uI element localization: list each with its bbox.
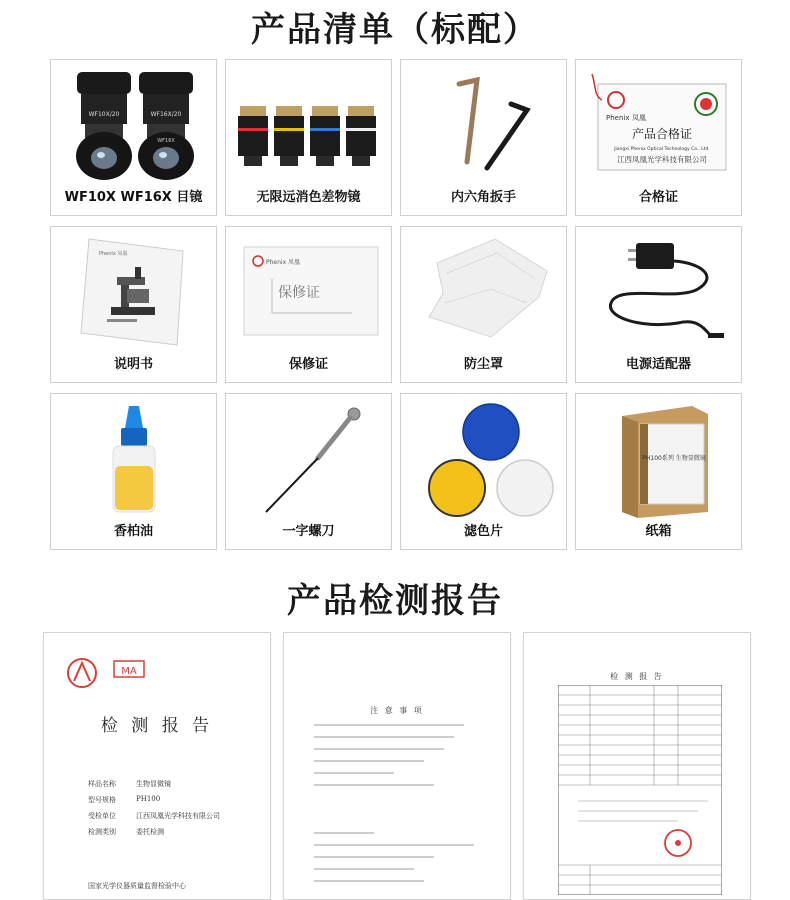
item-objective-lens [225,59,392,216]
cert-title: 产品合格证 [631,127,693,141]
item-label: 内六角扳手 [450,190,516,205]
report-notice [283,632,511,900]
eyepiece-mark-2: WF16X/20 [150,111,182,118]
screwdriver-icon [232,400,385,518]
report-notice-title: 注 意 事 项 [370,706,424,715]
item-cedar-oil [50,393,217,550]
item-eyepiece [50,59,217,216]
cert-brand-cn: 凤凰 [632,114,646,122]
item-color-filter [400,393,567,550]
field-value: 江西凤凰光学科技有限公司 [136,812,220,820]
field-value: 委托检测 [136,828,164,836]
item-label: 纸箱 [645,524,672,539]
certificate-icon [582,66,735,184]
report-footer: 国家光学仪器质量监督检验中心 [88,882,186,890]
cert-brand: Phenix [606,114,630,122]
report-detail [523,632,751,900]
item-power-adapter [575,226,742,383]
report-detail-title: 检 测 报 告 [610,672,664,681]
report-detail-table [558,685,722,895]
oil-bottle-icon [57,400,210,518]
notice-body-lines [314,721,484,891]
cert-company-en: Jiangxi Phenix Optical Technology Co., Ltd. [614,147,710,152]
item-screwdriver [225,393,392,550]
field-value: 生物显微镜 [136,780,171,788]
product-list-grid [50,59,744,550]
warranty-card-icon [232,233,385,351]
cma-stamp-icon [62,655,152,695]
item-label: 滤色片 [463,524,503,539]
item-label: WF10X WF16X 目镜 [64,190,203,205]
field-key: 检测类别 [88,828,116,836]
cert-company-cn: 江西凤凰光学科技有限公司 [617,155,707,164]
warranty-brand: Phenix 凤凰 [266,259,301,266]
manual-icon [57,233,210,351]
item-label: 香柏油 [113,524,153,539]
report-cover-title: 检 测 报 告 [100,716,214,736]
eyepiece-icon [57,66,210,184]
item-label: 防尘罩 [463,357,503,372]
eyepiece-mark-1: WF10X/20 [88,111,120,118]
product-list-title: 产品清单（标配） [251,10,539,50]
ma-mark: MA [121,666,137,677]
field-key: 受检单位 [88,812,116,820]
item-hex-key [400,59,567,216]
item-manual [50,226,217,383]
item-carton-box [575,393,742,550]
item-label: 保修证 [288,357,328,372]
dust-cover-icon [407,233,560,351]
hex-key-icon [407,66,560,184]
field-key: 型号规格 [88,796,116,804]
eyepiece-mark-3: WF16X [157,138,175,144]
item-label: 无限远消色差物镜 [256,190,361,205]
color-filter-icon [407,400,560,518]
field-value: PH100 [136,795,161,803]
box-text: PH100系列 生物显微镜 [642,455,706,462]
item-label: 合格证 [638,190,678,205]
item-label: 说明书 [113,357,153,372]
item-label: 电源适配器 [625,357,691,372]
objective-lens-icon [232,66,385,184]
field-key: 样品名称 [88,780,116,788]
item-certificate [575,59,742,216]
item-label: 一字螺刀 [282,524,335,539]
test-report-title: 产品检测报告 [287,581,503,621]
warranty-text: 保修证 [278,285,320,301]
item-dust-cover [400,226,567,383]
report-documents [43,632,755,900]
manual-brand: Phenix 凤凰 [99,251,128,257]
carton-box-icon [582,400,735,518]
item-warranty [225,226,392,383]
report-cover [43,632,271,900]
power-adapter-icon [582,233,735,351]
